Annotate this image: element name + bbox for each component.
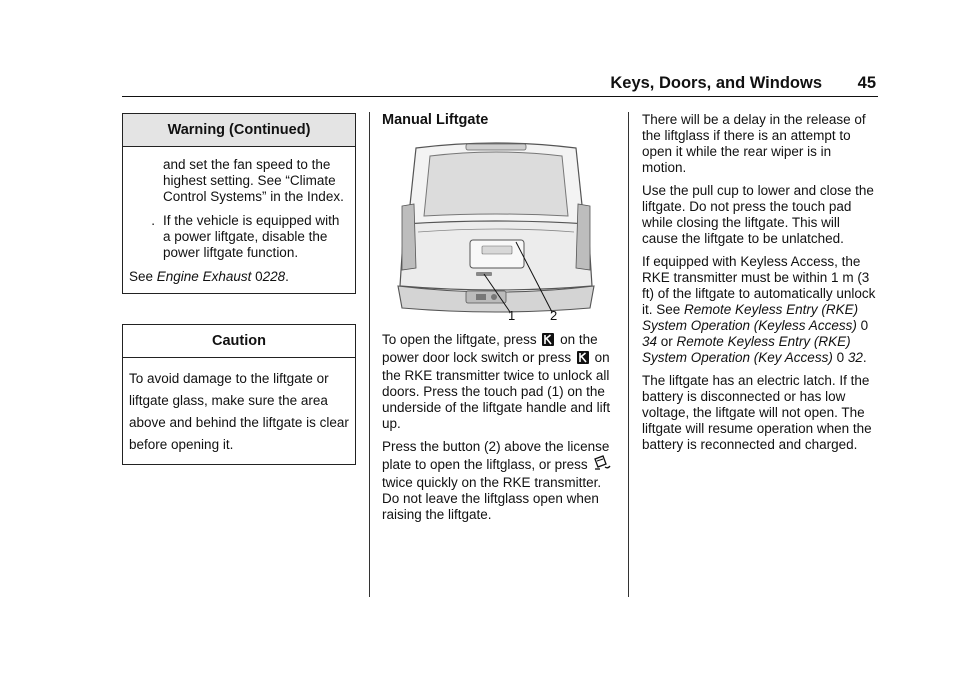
keyless-access-paragraph <box>642 254 876 366</box>
manual-liftgate-heading: Manual Liftgate <box>382 112 489 128</box>
electric-latch-paragraph: The liftgate has an electric latch. If the battery is disconnected or has low voltage, the liftgate will not open. The liftgate will resume operation when the battery is reconnected and charged. <box>642 373 872 452</box>
page-ref-symbol: 0 <box>860 318 869 333</box>
p3-text-a: If equipped with Keyless Access, the RKE transmitter must be within 1 m (3 ft) of the liftgate to automatically unlock it. See <box>642 254 876 317</box>
warning-bullet <box>129 213 349 261</box>
see-page: 228 <box>262 269 286 284</box>
liftglass-delay-paragraph: There will be a delay in the release of the liftglass if there is an attempt to open it while the rear wiper is in motion. <box>642 112 866 175</box>
ref-page-2: 32 <box>847 350 863 365</box>
liftgate-illustration <box>394 136 598 324</box>
middle-column <box>382 112 614 530</box>
column-divider-2 <box>628 112 629 597</box>
warning-heading: Warning (Continued) <box>123 114 355 147</box>
see-prefix: See <box>129 269 157 284</box>
p3-or: or <box>657 334 677 349</box>
unlock-key-icon <box>542 333 554 350</box>
callout-2: 2 <box>550 308 558 323</box>
bullet-mark: . <box>151 213 155 228</box>
warning-continued-text: and set the fan speed to the highest setting. See “Climate Control Systems” in the Index. <box>163 157 344 204</box>
ref-rke-keyless-access[interactable]: Remote Keyless Entry (RKE) System Operation (Keyless Access) <box>642 302 859 333</box>
unlock-key-icon <box>577 351 589 368</box>
liftgate-open-paragraph <box>382 332 614 432</box>
p2-text-b: twice quickly on the RKE transmitter. Do not leave the liftglass open when raising the liftgate. <box>382 475 602 522</box>
section-title: Keys, Doors, and Windows <box>610 74 822 92</box>
p1-text-c: on the RKE transmitter twice to unlock all doors. Press the touch pad (1) on the underside of the liftgate handle and lift up. <box>382 350 611 431</box>
page-header <box>122 72 878 97</box>
warning-body <box>123 147 355 293</box>
callout-1: 1 <box>508 308 516 323</box>
pull-cup-paragraph: Use the pull cup to lower and close the liftgate. Do not press the touch pad while closing the liftgate. This will cause the liftgate to be unlatched. <box>642 183 874 246</box>
p1-text-a: To open the liftgate, press <box>382 332 541 347</box>
p3-end: . <box>862 350 867 365</box>
page-number: 45 <box>857 74 876 92</box>
column-divider-1 <box>369 112 370 597</box>
p2-text-a: Press the button (2) above the license plate to open the liftglass, or press <box>382 439 610 472</box>
caution-text: To avoid damage to the liftgate or liftgate glass, make sure the area above and behind the liftgate is clear before opening it. <box>129 371 349 452</box>
ref-page-1: 34 <box>642 334 658 349</box>
caution-box <box>122 324 356 465</box>
warning-box <box>122 113 356 294</box>
liftglass-paragraph <box>382 439 614 523</box>
liftgate-drawing <box>394 136 598 324</box>
p1-text-b: on the power door lock switch or press <box>382 332 598 365</box>
page-ref-symbol: 0 <box>836 350 845 365</box>
liftglass-icon <box>593 455 611 475</box>
right-column <box>642 112 876 460</box>
see-ref-link[interactable]: Engine Exhaust <box>156 269 252 284</box>
caution-heading: Caution <box>123 325 355 358</box>
left-column <box>122 113 356 465</box>
bullet-text: If the vehicle is equipped with a power liftgate, disable the power liftgate function. <box>163 213 340 260</box>
ref-rke-key-access[interactable]: Remote Keyless Entry (RKE) System Operation (Key Access) <box>642 334 851 365</box>
page-ref-symbol: 0 <box>255 269 263 284</box>
warning-see-reference: See Engine Exhaust 0228. <box>129 269 289 284</box>
